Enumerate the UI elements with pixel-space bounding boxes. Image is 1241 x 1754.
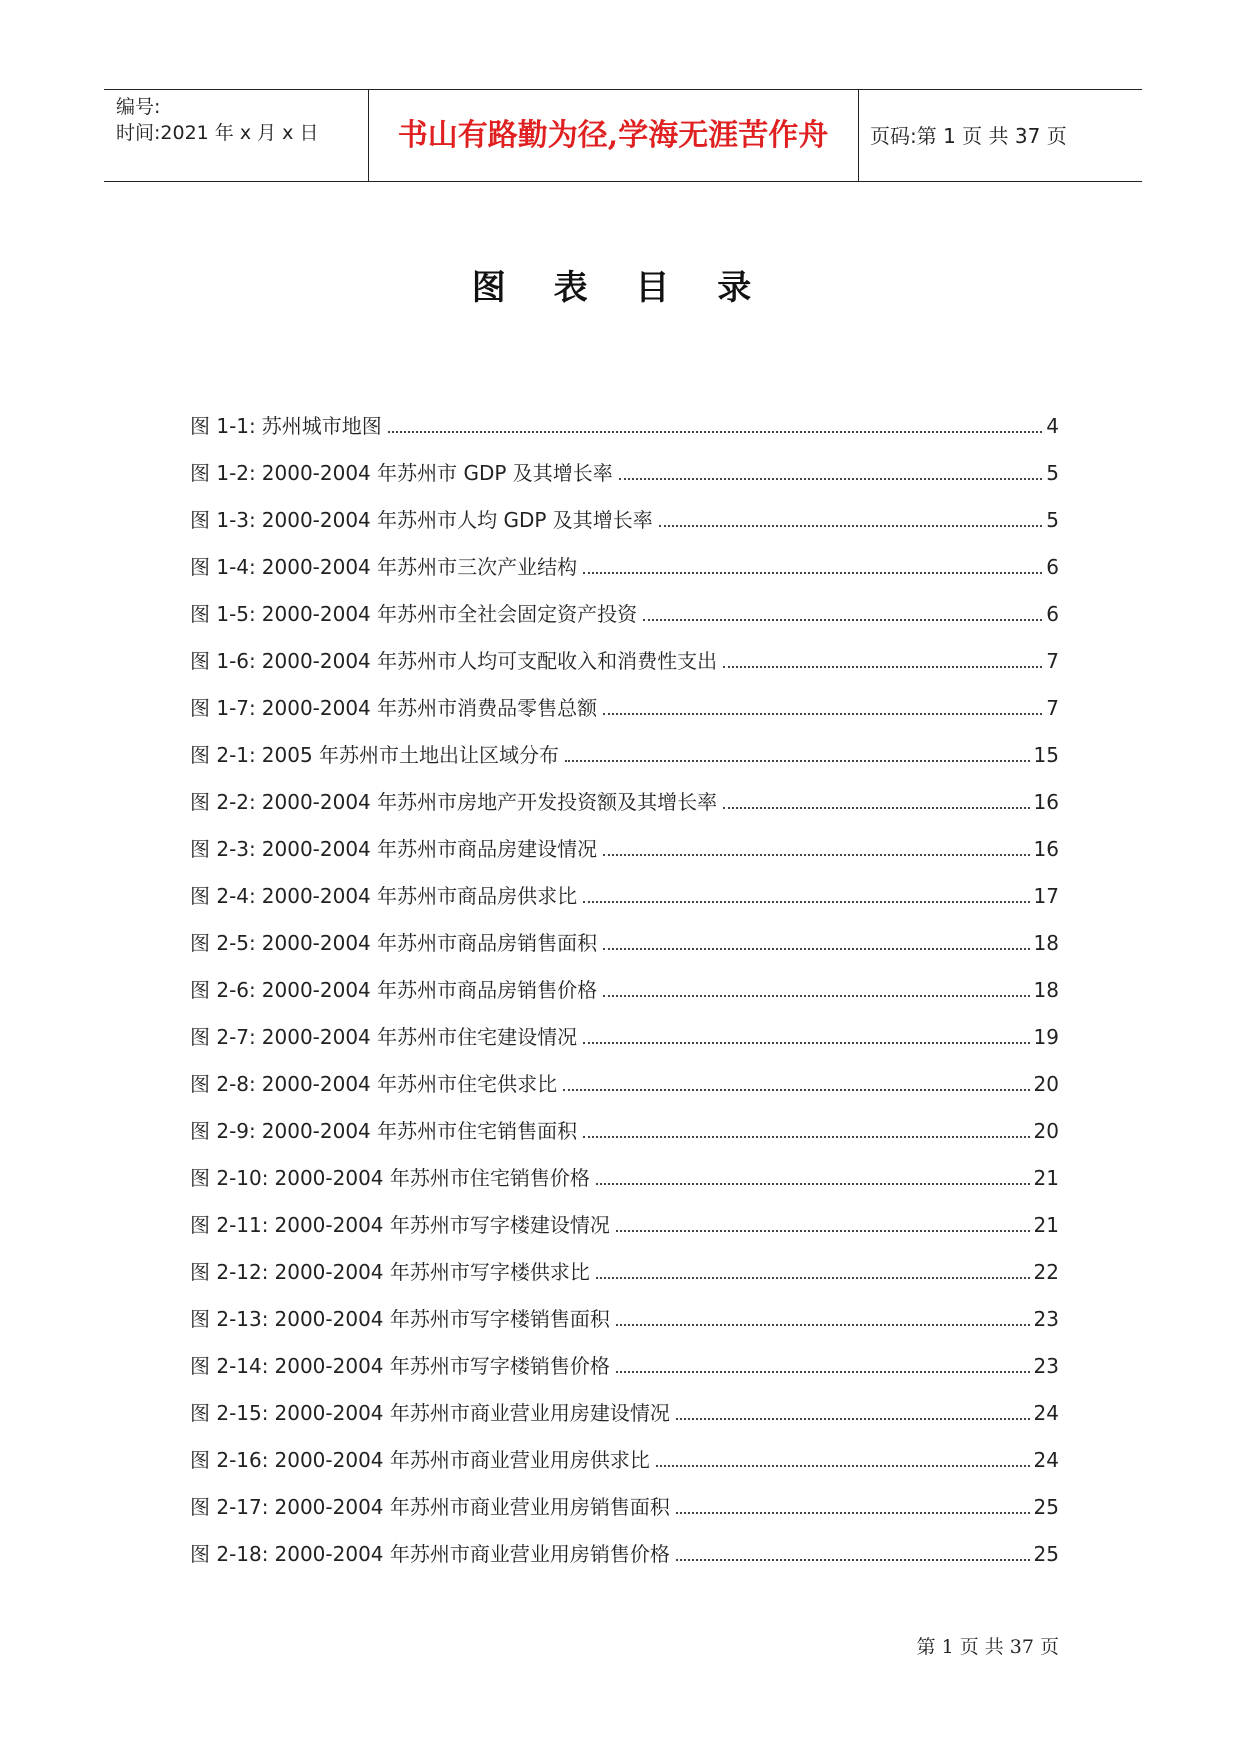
toc-entry-label [190, 459, 613, 487]
toc-entry-number: 图 2-3: [190, 837, 256, 861]
header-page-number: 页码:第 1 页 共 37 页 [870, 124, 1067, 148]
toc-leader-dots [563, 1089, 1029, 1091]
page-footer: 第 1 页 共 37 页 [916, 1636, 1059, 1658]
toc-entry-number: 图 2-13: [190, 1307, 269, 1331]
toc-leader-dots [603, 713, 1042, 715]
toc-entry-number: 图 1-4: [190, 555, 256, 579]
toc-entry-number: 图 2-10: [190, 1166, 269, 1190]
toc-entry-number: 图 2-14: [190, 1354, 269, 1378]
toc-entry[interactable] [190, 1098, 1059, 1145]
toc-entry-title: 2000-2004 年苏州市商业营业用房销售价格 [274, 1542, 670, 1566]
toc-entry[interactable] [190, 1192, 1059, 1239]
toc-leader-dots [603, 854, 1029, 856]
toc-entry[interactable] [190, 769, 1059, 816]
toc-entry-title: 2000-2004 年苏州市住宅建设情况 [261, 1025, 578, 1049]
toc-entry-page: 22 [1033, 1260, 1059, 1284]
toc-leader-dots [643, 619, 1042, 621]
toc-entry-label [190, 1211, 610, 1239]
toc-entry-page: 18 [1033, 931, 1059, 955]
toc-entry-page: 5 [1046, 508, 1059, 532]
toc-entry-title: 2000-2004 年苏州市商品房建设情况 [261, 837, 598, 861]
toc-entry-label [190, 1540, 670, 1568]
toc-leader-dots [583, 572, 1042, 574]
toc-entry[interactable] [190, 581, 1059, 628]
toc-entry-title: 2000-2004 年苏州市住宅供求比 [261, 1072, 558, 1096]
toc-leader-dots [596, 1183, 1030, 1185]
toc-entry[interactable] [190, 1286, 1059, 1333]
toc-entry-page: 6 [1046, 555, 1059, 579]
toc-entry-page: 24 [1033, 1448, 1059, 1472]
toc-leader-dots [596, 1277, 1030, 1279]
toc-entry-label [190, 694, 597, 722]
figure-toc-list [190, 393, 1059, 1568]
toc-entry-label [190, 741, 559, 769]
header-motto: 书山有路勤为径,学海无涯苦作舟 [397, 118, 829, 153]
toc-entry[interactable] [190, 1474, 1059, 1521]
toc-entry-label [190, 835, 597, 863]
toc-entry-label [190, 1258, 590, 1286]
toc-entry-title: 2000-2004 年苏州市三次产业结构 [261, 555, 578, 579]
toc-entry-title: 2000-2004 年苏州市写字楼销售面积 [274, 1307, 610, 1331]
toc-leader-dots [583, 1136, 1029, 1138]
toc-entry[interactable] [190, 1004, 1059, 1051]
toc-leader-dots [603, 948, 1029, 950]
toc-entry[interactable] [190, 487, 1059, 534]
toc-entry[interactable] [190, 675, 1059, 722]
toc-entry-title: 2000-2004 年苏州市消费品零售总额 [261, 696, 598, 720]
toc-entry-title: 2000-2004 年苏州市全社会固定资产投资 [261, 602, 638, 626]
toc-entry[interactable] [190, 1239, 1059, 1286]
toc-entry-title: 2000-2004 年苏州市写字楼供求比 [274, 1260, 590, 1284]
toc-entry-number: 图 1-5: [190, 602, 256, 626]
toc-entry-number: 图 1-7: [190, 696, 256, 720]
toc-entry-number: 图 2-16: [190, 1448, 269, 1472]
toc-entry-title: 2000-2004 年苏州市住宅销售面积 [261, 1119, 578, 1143]
toc-entry-label [190, 1117, 577, 1145]
toc-entry-title: 2000-2004 年苏州市商业营业用房销售面积 [274, 1495, 670, 1519]
toc-entry-label [190, 1352, 610, 1380]
toc-entry-page: 23 [1033, 1307, 1059, 1331]
toc-entry-title: 苏州城市地图 [261, 414, 382, 438]
toc-entry-title: 2000-2004 年苏州市人均 GDP 及其增长率 [261, 508, 653, 532]
toc-entry-page: 19 [1033, 1025, 1059, 1049]
toc-entry-title: 2000-2004 年苏州市商业营业用房供求比 [274, 1448, 650, 1472]
toc-entry-number: 图 2-1: [190, 743, 256, 767]
toc-entry-title: 2000-2004 年苏州市写字楼销售价格 [274, 1354, 610, 1378]
toc-entry-label [190, 1446, 650, 1474]
toc-entry-label [190, 976, 597, 1004]
toc-leader-dots [676, 1512, 1030, 1514]
toc-entry-page: 7 [1046, 696, 1059, 720]
toc-entry-page: 16 [1033, 837, 1059, 861]
toc-entry-page: 20 [1033, 1119, 1059, 1143]
toc-entry-page: 25 [1033, 1495, 1059, 1519]
toc-leader-dots [565, 760, 1030, 762]
toc-leader-dots [619, 478, 1042, 480]
toc-entry-label [190, 882, 577, 910]
toc-entry-title: 2000-2004 年苏州市住宅销售价格 [274, 1166, 590, 1190]
toc-entry-page: 18 [1033, 978, 1059, 1002]
toc-entry-page: 17 [1033, 884, 1059, 908]
header-info [116, 94, 318, 146]
toc-entry-number: 图 1-1: [190, 414, 256, 438]
toc-leader-dots [723, 666, 1042, 668]
toc-entry[interactable] [190, 393, 1059, 440]
toc-entry-page: 23 [1033, 1354, 1059, 1378]
toc-entry-number: 图 2-2: [190, 790, 256, 814]
toc-leader-dots [723, 807, 1029, 809]
toc-entry-number: 图 2-11: [190, 1213, 269, 1237]
toc-entry-number: 图 2-4: [190, 884, 256, 908]
toc-entry-number: 图 2-12: [190, 1260, 269, 1284]
toc-entry-number: 图 2-7: [190, 1025, 256, 1049]
toc-entry[interactable] [190, 1380, 1059, 1427]
toc-entry-page: 21 [1033, 1213, 1059, 1237]
toc-entry-label [190, 1070, 557, 1098]
toc-entry-number: 图 1-6: [190, 649, 256, 673]
toc-entry-page: 4 [1046, 414, 1059, 438]
toc-entry-label [190, 1164, 590, 1192]
toc-entry-title: 2000-2004 年苏州市人均可支配收入和消费性支出 [261, 649, 718, 673]
toc-entry[interactable] [190, 1427, 1059, 1474]
toc-entry[interactable] [190, 440, 1059, 487]
header-divider-right [858, 90, 859, 181]
toc-leader-dots [676, 1418, 1030, 1420]
toc-entry-number: 图 2-9: [190, 1119, 256, 1143]
toc-entry-number: 图 2-15: [190, 1401, 269, 1425]
serial-label: 编号: [116, 96, 161, 118]
toc-leader-dots [616, 1324, 1030, 1326]
toc-entry[interactable] [190, 957, 1059, 1004]
toc-entry[interactable] [190, 1051, 1059, 1098]
toc-entry-page: 15 [1033, 743, 1059, 767]
toc-entry-number: 图 1-3: [190, 508, 256, 532]
toc-entry-label [190, 506, 653, 534]
toc-entry-page: 20 [1033, 1072, 1059, 1096]
toc-leader-dots [616, 1230, 1030, 1232]
toc-entry-label [190, 1023, 577, 1051]
time-label: 时间:2021 年 x 月 x 日 [116, 122, 319, 144]
toc-leader-dots [583, 1042, 1029, 1044]
toc-entry-label [190, 929, 597, 957]
toc-entry-label [190, 647, 717, 675]
toc-leader-dots [388, 431, 1043, 433]
toc-leader-dots [583, 901, 1029, 903]
toc-entry-number: 图 2-18: [190, 1542, 269, 1566]
toc-entry-label [190, 600, 637, 628]
toc-entry[interactable] [190, 863, 1059, 910]
toc-entry[interactable] [190, 816, 1059, 863]
page-title: 图 表 目 录 [471, 268, 770, 308]
page-header [104, 89, 1142, 182]
toc-entry-number: 图 2-17: [190, 1495, 269, 1519]
toc-entry[interactable] [190, 1145, 1059, 1192]
toc-entry[interactable] [190, 1333, 1059, 1380]
toc-entry-title: 2000-2004 年苏州市商品房供求比 [261, 884, 578, 908]
toc-entry-title: 2000-2004 年苏州市房地产开发投资额及其增长率 [261, 790, 718, 814]
toc-leader-dots [659, 525, 1042, 527]
toc-entry-number: 图 2-5: [190, 931, 256, 955]
toc-entry-page: 5 [1046, 461, 1059, 485]
toc-entry-label [190, 1399, 670, 1427]
toc-leader-dots [616, 1371, 1030, 1373]
toc-entry-title: 2000-2004 年苏州市商品房销售价格 [261, 978, 598, 1002]
toc-entry-page: 21 [1033, 1166, 1059, 1190]
toc-entry-page: 25 [1033, 1542, 1059, 1566]
toc-entry-title: 2000-2004 年苏州市 GDP 及其增长率 [261, 461, 613, 485]
toc-entry-page: 6 [1046, 602, 1059, 626]
toc-entry-label [190, 1493, 670, 1521]
toc-entry[interactable] [190, 534, 1059, 581]
toc-entry-title: 2000-2004 年苏州市商品房销售面积 [261, 931, 598, 955]
toc-leader-dots [676, 1559, 1030, 1561]
toc-entry-page: 24 [1033, 1401, 1059, 1425]
toc-entry-title: 2000-2004 年苏州市商业营业用房建设情况 [274, 1401, 670, 1425]
toc-leader-dots [656, 1465, 1030, 1467]
toc-entry-number: 图 1-2: [190, 461, 256, 485]
toc-entry-label [190, 788, 717, 816]
toc-entry-page: 16 [1033, 790, 1059, 814]
toc-entry-title: 2005 年苏州市土地出让区域分布 [261, 743, 560, 767]
toc-entry-title: 2000-2004 年苏州市写字楼建设情况 [274, 1213, 610, 1237]
toc-entry-label [190, 1305, 610, 1333]
toc-entry-number: 图 2-8: [190, 1072, 256, 1096]
toc-entry[interactable] [190, 910, 1059, 957]
toc-entry-label [190, 553, 577, 581]
toc-entry[interactable] [190, 1521, 1059, 1568]
toc-entry-page: 7 [1046, 649, 1059, 673]
toc-leader-dots [603, 995, 1029, 997]
toc-entry[interactable] [190, 628, 1059, 675]
toc-entry[interactable] [190, 722, 1059, 769]
toc-entry-label [190, 412, 382, 440]
toc-entry-number: 图 2-6: [190, 978, 256, 1002]
